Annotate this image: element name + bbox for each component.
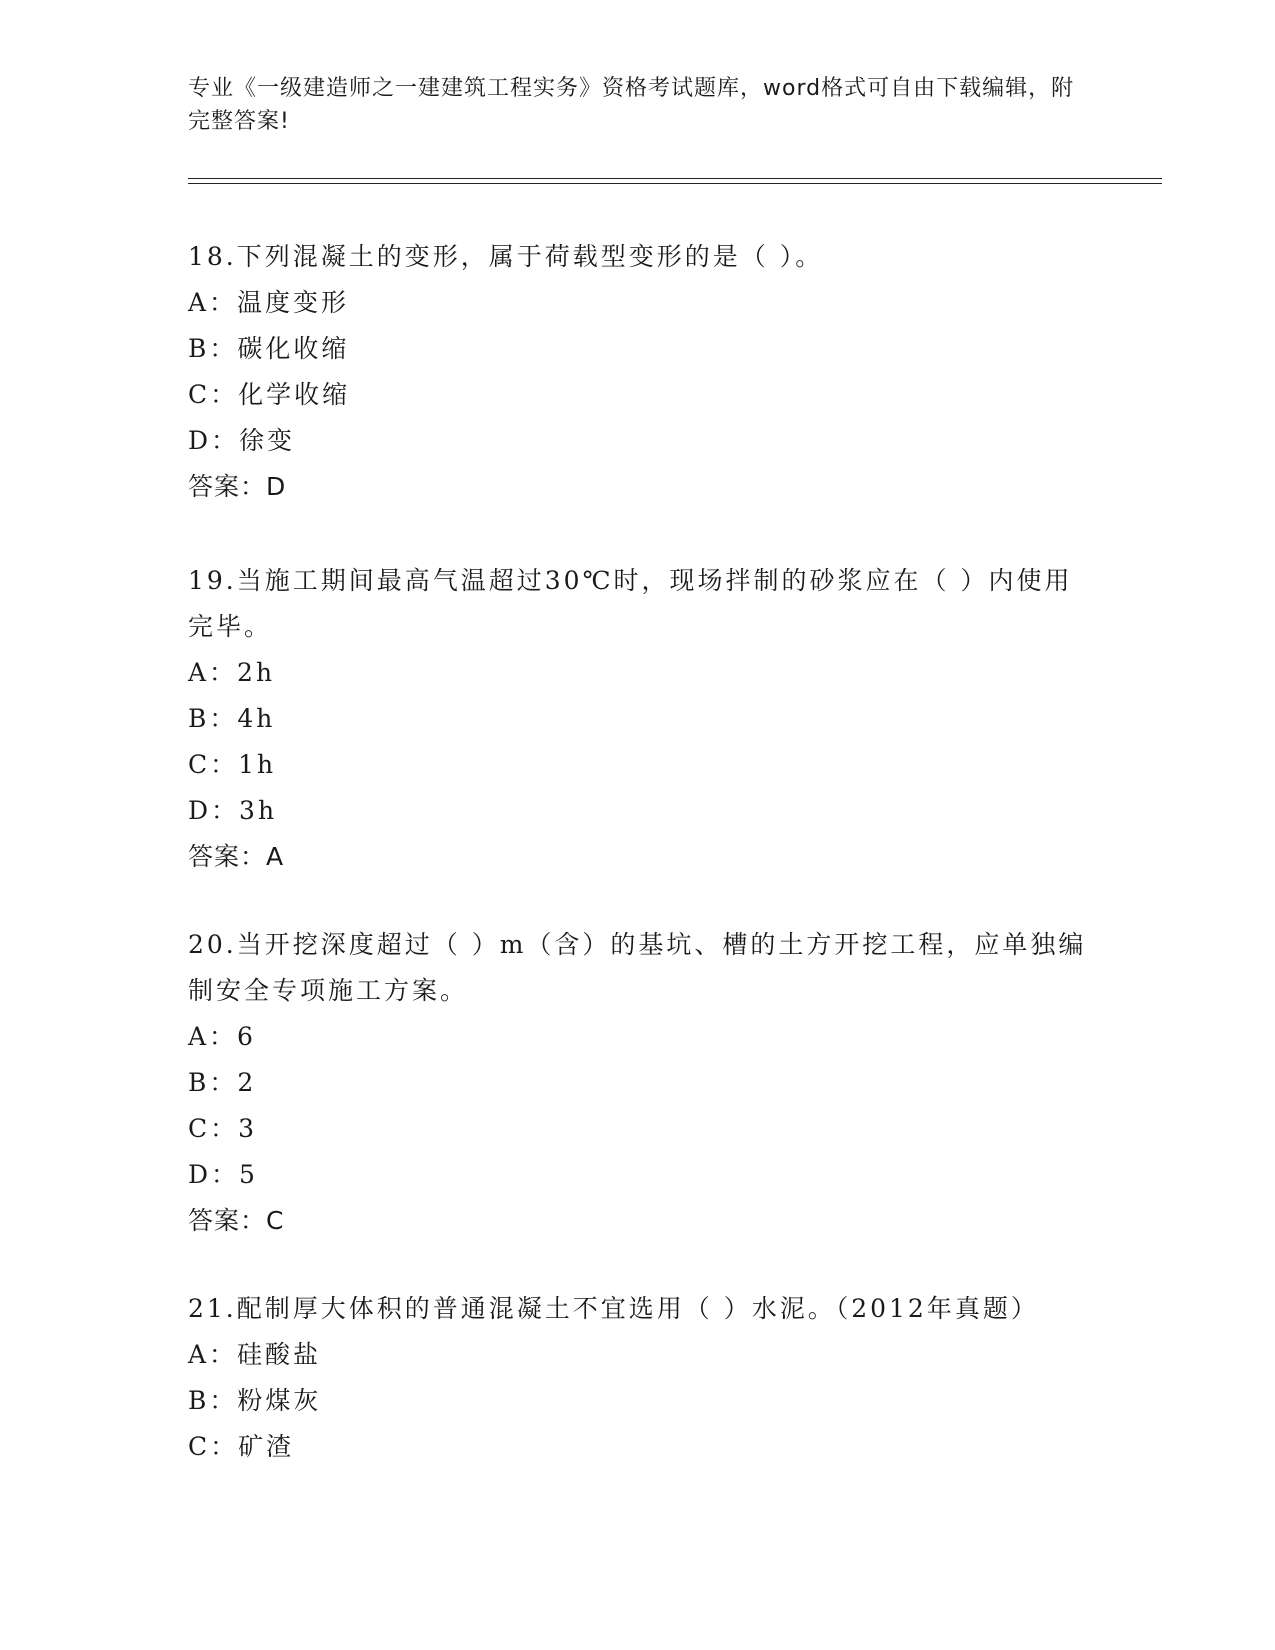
option-a: A：硅酸盐 <box>188 1340 322 1369</box>
question-stem: 21.配制厚大体积的普通混凝土不宜选用（ ）水泥。（2012年真题） <box>188 1294 1039 1323</box>
question-21 <box>188 1286 1088 1470</box>
header-divider-top <box>188 178 1162 179</box>
header-text: 专业《一级建造师之一建建筑工程实务》资格考试题库，word格式可自由下载编辑，附完整答案! <box>188 76 1075 134</box>
document-header <box>188 72 1088 138</box>
question-18 <box>188 234 1088 510</box>
answer: 答案：C <box>188 1206 285 1235</box>
option-b: B：碳化收缩 <box>188 334 350 363</box>
option-a: A：温度变形 <box>188 288 350 317</box>
answer: 答案：D <box>188 472 287 501</box>
option-c: C：化学收缩 <box>188 380 351 409</box>
question-19 <box>188 558 1088 880</box>
question-stem: 18.下列混凝土的变形，属于荷载型变形的是（ ）。 <box>188 242 824 271</box>
option-a: A：2h <box>188 658 276 687</box>
option-d: D：徐变 <box>188 426 296 455</box>
option-a: A：6 <box>188 1022 256 1051</box>
answer: 答案：A <box>188 842 285 871</box>
question-stem: 20.当开挖深度超过（ ）m（含）的基坑、槽的土方开挖工程，应单独编制安全专项施工方案。 <box>188 930 1087 1005</box>
question-20 <box>188 922 1088 1244</box>
option-b: B：2 <box>188 1068 257 1097</box>
option-b: B：粉煤灰 <box>188 1386 322 1415</box>
option-c: C：3 <box>188 1114 258 1143</box>
option-d: D：5 <box>188 1160 258 1189</box>
option-c: C：1h <box>188 750 277 779</box>
question-stem: 19.当施工期间最高气温超过30℃时，现场拌制的砂浆应在（ ）内使用完毕。 <box>188 566 1073 641</box>
option-c: C：矿渣 <box>188 1432 295 1461</box>
option-d: D：3h <box>188 796 278 825</box>
option-b: B：4h <box>188 704 276 733</box>
header-divider-bottom <box>188 183 1162 184</box>
